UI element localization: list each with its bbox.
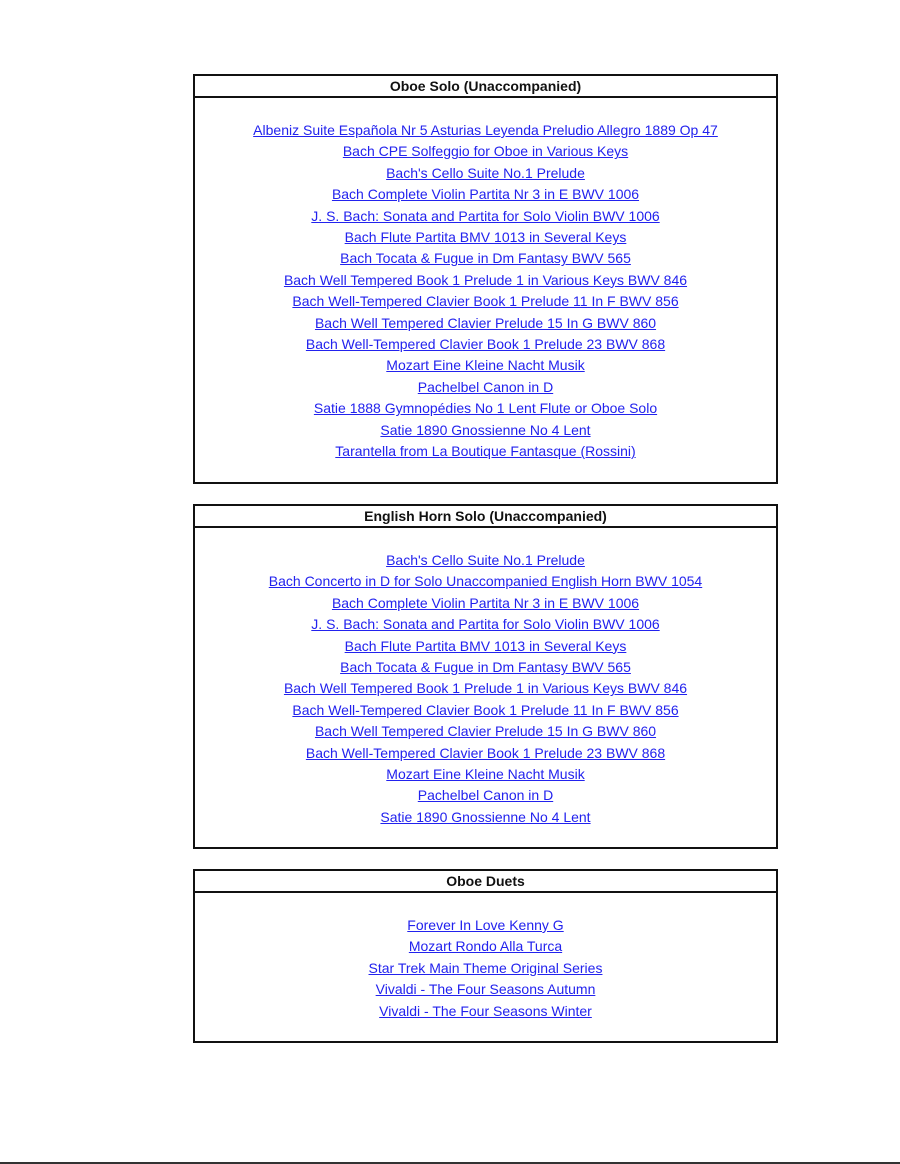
section-title: Oboe Solo (Unaccompanied) [195,76,776,98]
section-oboe-duets [193,869,778,1043]
music-link[interactable]: Tarantella from La Boutique Fantasque (Rossini) [335,443,636,460]
music-link[interactable]: Mozart Eine Kleine Nacht Musik [386,357,585,374]
music-link[interactable]: Bach's Cello Suite No.1 Prelude [386,164,585,181]
music-link[interactable]: Bach Well-Tempered Clavier Book 1 Prelude 11 In F BWV 856 [292,701,679,718]
section-english-horn-solo [193,504,778,849]
music-link[interactable]: J. S. Bach: Sonata and Partita for Solo Violin BWV 1006 [311,207,660,224]
music-link[interactable]: Mozart Rondo Alla Turca [408,938,563,955]
music-link[interactable]: Vivaldi - The Four Seasons Winter [379,1002,592,1019]
music-link[interactable]: Bach Flute Partita BMV 1013 in Several Keys [344,637,627,654]
music-link[interactable]: Bach Well-Tempered Clavier Book 1 Prelude 23 BWV 868 [305,744,666,761]
link-list [195,528,776,828]
section-oboe-solo [193,74,778,484]
music-link[interactable]: Satie 1890 Gnossienne No 4 Lent [380,808,591,825]
section-title: English Horn Solo (Unaccompanied) [195,506,776,528]
music-link[interactable]: Bach Tocata & Fugue in Dm Fantasy BWV 565 [340,250,631,267]
music-link[interactable]: Bach Well-Tempered Clavier Book 1 Prelude 23 BWV 868 [305,336,666,353]
music-link[interactable]: Mozart Eine Kleine Nacht Musik [386,766,585,783]
music-link[interactable]: J. S. Bach: Sonata and Partita for Solo Violin BWV 1006 [311,616,660,633]
music-link[interactable]: Bach Tocata & Fugue in Dm Fantasy BWV 565 [340,659,631,676]
music-link[interactable]: Satie 1890 Gnossienne No 4 Lent [380,421,591,438]
music-link[interactable]: Star Trek Main Theme Original Series [368,959,603,976]
music-link[interactable]: Bach Complete Violin Partita Nr 3 in E BWV 1006 [331,594,640,611]
music-link[interactable]: Bach CPE Solfeggio for Oboe in Various Keys [342,143,629,160]
music-link[interactable]: Bach Concerto in D for Solo Unaccompanied English Horn BWV 1054 [268,573,703,590]
music-link[interactable]: Pachelbel Canon in D [417,378,554,395]
music-link[interactable]: Bach Flute Partita BMV 1013 in Several Keys [344,229,627,246]
link-list [195,893,776,1022]
music-link[interactable]: Albeniz Suite Española Nr 5 Asturias Leyenda Preludio Allegro 1889 Op 47 [253,122,718,138]
music-link[interactable]: Bach Complete Violin Partita Nr 3 in E BWV 1006 [331,186,640,203]
music-link[interactable]: Bach Well Tempered Book 1 Prelude 1 in Various Keys BWV 846 [283,680,688,697]
music-link[interactable]: Bach Well Tempered Clavier Prelude 15 In G BWV 860 [314,314,657,331]
music-link[interactable]: Satie 1888 Gymnopédies No 1 Lent Flute or Oboe Solo [313,400,658,417]
music-link[interactable]: Bach's Cello Suite No.1 Prelude [386,552,585,568]
music-link[interactable]: Bach Well Tempered Book 1 Prelude 1 in Various Keys BWV 846 [283,271,688,288]
music-link[interactable]: Pachelbel Canon in D [417,787,554,804]
link-list [195,98,776,463]
music-link[interactable]: Vivaldi - The Four Seasons Autumn [375,981,596,998]
music-link[interactable]: Bach Well-Tempered Clavier Book 1 Prelude 11 In F BWV 856 [292,293,679,310]
section-title: Oboe Duets [195,871,776,893]
music-link[interactable]: Forever In Love Kenny G [407,917,564,933]
music-link[interactable]: Bach Well Tempered Clavier Prelude 15 In G BWV 860 [314,723,657,740]
